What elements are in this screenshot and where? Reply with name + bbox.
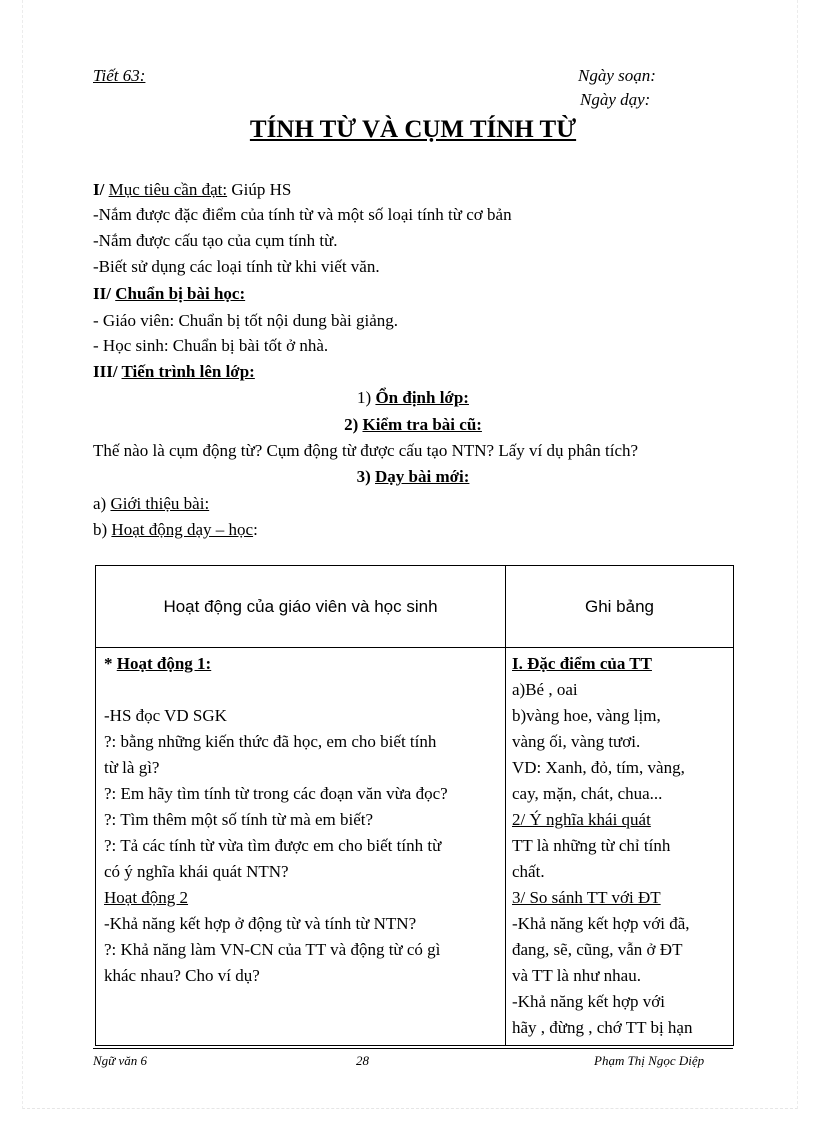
step-class-stabilization [93,386,733,410]
step-title: Ổn định lớp: [375,388,469,407]
lesson-number: Tiết 63: [93,66,146,85]
activities-column [104,651,500,989]
part-a-title: Giới thiệu bài: [110,494,210,513]
section-title: Chuẩn bị bài học: [115,284,246,303]
activity-line: khác nhau? Cho ví dụ? [104,966,260,985]
step-title: Kiểm tra bài cũ: [362,415,482,434]
board-heading [512,651,726,677]
board-line: và TT là như nhau. [512,966,641,985]
board-subheading [512,885,726,911]
step-new-lesson [93,465,733,489]
board-column [512,651,726,1041]
activity-line: ?: Tìm thêm một số tính từ mà em biết? [104,810,374,829]
preparation-item: - Giáo viên: Chuẩn bị tốt nội dung bài giảng. [93,311,399,330]
table-header-activities: Hoạt động của giáo viên và học sinh [163,596,438,616]
step-number: 2) [344,415,363,434]
activity-title: Hoạt động 1: [116,654,212,673]
activity-heading [104,651,500,677]
part-b-prefix: b) [93,520,112,539]
activity-line: ?: Em hãy tìm tính từ trong các đoạn văn vừa đọc? [104,784,448,803]
part-b-title: Hoạt động dạy – học [111,520,254,539]
section-number: I/ [93,180,109,199]
date-prepared-label: Ngày soạn: [578,66,656,85]
section-number: III/ [93,362,122,381]
blank-line [104,677,500,703]
board-subheading-text: 3/ So sánh TT với ĐT [512,888,661,907]
board-line: VD: Xanh, đỏ, tím, vàng, [512,758,685,777]
footer-rule [93,1048,733,1049]
footer-page-number: 28 [356,1053,369,1068]
table-header-divider [96,647,733,648]
activity-line: ?: Khả năng làm VN-CN của TT và động từ có gì [104,940,441,959]
section-title: Mục tiêu cần đạt: [108,180,228,199]
part-a [93,492,209,516]
page-title: TÍNH TỪ VÀ CỤM TÍNH TỪ [249,116,577,143]
section-procedure-heading [93,360,255,384]
review-question: Thế nào là cụm động từ? Cụm động từ được cấu tạo NTN? Lấy ví dụ phân tích? [93,441,639,460]
footer-subject: Ngữ văn 6 [93,1053,148,1068]
board-line: -Khả năng kết hợp với đã, [512,914,690,933]
activity-line: có ý nghĩa khái quát NTN? [104,862,289,881]
date-taught-label: Ngày dạy: [580,90,651,109]
activity-line: -Khả năng kết hợp ở động từ và tính từ NTN? [104,914,417,933]
board-line: cay, mặn, chát, chua... [512,784,663,803]
activity-line: từ là gì? [104,758,160,777]
section-title-suffix: Giúp HS [227,180,292,199]
section-preparation-heading [93,282,245,306]
board-subheading [512,807,726,833]
board-subheading-text: 2/ Ý nghĩa khái quát [512,810,651,829]
section-number: II/ [93,284,116,303]
footer-author: Phạm Thị Ngọc Diệp [594,1053,705,1068]
step-title: Dạy bài mới: [375,467,470,486]
activity-bullet: * [104,654,117,673]
board-line: a)Bé , oai [512,680,578,699]
step-number: 1) [357,388,376,407]
board-line: TT là những từ chỉ tính [512,836,671,855]
activity-line: ?: bằng những kiến thức đã học, em cho biết tính [104,732,437,751]
objective-item: -Nắm được đặc điểm của tính từ và một số loại tính từ cơ bản [93,205,512,224]
board-line: b)vàng hoe, vàng lịm, [512,706,661,725]
board-line: hãy , đừng , chớ TT bị hạn [512,1018,693,1037]
activity-line: ?: Tả các tính từ vừa tìm được em cho biết tính từ [104,836,442,855]
objective-item: -Nắm được cấu tạo của cụm tính từ. [93,231,338,250]
part-b-suffix: : [253,520,258,539]
activity-line: -HS đọc VD SGK [104,706,227,725]
section-title: Tiến trình lên lớp: [121,362,255,381]
part-b [93,518,258,542]
board-line: vàng ối, vàng tươi. [512,732,641,751]
board-line: đang, sẽ, cũng, vẫn ở ĐT [512,940,683,959]
section-objectives-heading [93,178,291,202]
lesson-table [95,565,734,1046]
step-number: 3) [356,467,375,486]
board-line: chất. [512,862,545,881]
table-header-board: Ghi bảng [585,596,654,616]
step-review [93,413,733,437]
part-a-prefix: a) [93,494,111,513]
activity-heading: Hoạt động 2 [104,888,189,907]
objective-item: -Biết sử dụng các loại tính từ khi viết văn. [93,257,380,276]
preparation-item: - Học sinh: Chuẩn bị bài tốt ở nhà. [93,336,329,355]
board-line: -Khả năng kết hợp với [512,992,665,1011]
board-heading-text: I. Đặc điểm của TT [512,654,652,673]
